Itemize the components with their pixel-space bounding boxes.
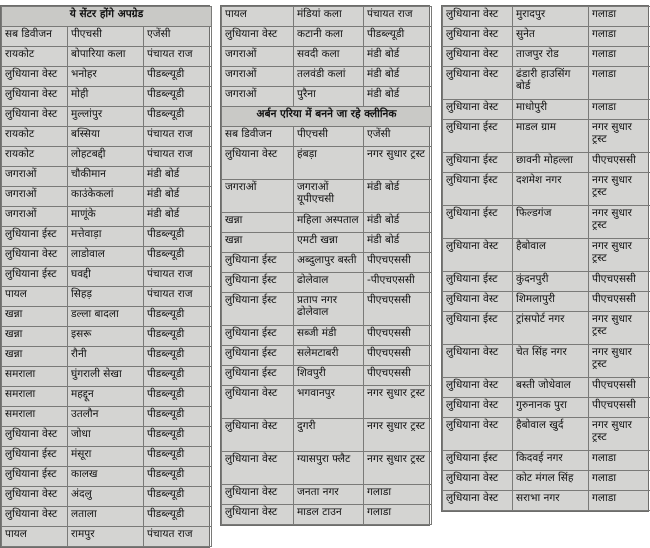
sub-division-cell: लुधियाना वेस्ट (2, 67, 68, 87)
agency-cell: गलाडा (589, 451, 650, 471)
table-row (2, 267, 212, 287)
agency-cell: नगर सुधार ट्रस्ट (589, 345, 650, 378)
agency-cell: पीडब्ल्यूडी (144, 87, 212, 107)
sub-division-cell: लुधियाना वेस्ट (222, 485, 294, 505)
table-row (222, 180, 432, 213)
phc-cell: लाडोवाल (68, 247, 144, 267)
sub-division-cell: लुधियाना ईस्ट (443, 153, 513, 173)
sub-division-cell: लुधियाना ईस्ट (222, 326, 294, 346)
sub-division-cell: लुधियाना वेस्ट (443, 292, 513, 312)
agency-cell: गलाडा (589, 47, 650, 67)
table-row (222, 213, 432, 233)
phc-cell: बस्ती जोधेवाल (513, 378, 589, 398)
phc-cell: एमटी खन्ना (294, 233, 364, 253)
table-row (443, 173, 650, 206)
sub-division-cell: समराला (2, 387, 68, 407)
phc-cell: कटानी कला (294, 27, 364, 47)
sub-division-cell: लुधियाना ईस्ट (222, 253, 294, 273)
section-heading-row (222, 107, 432, 127)
sub-division-cell: जगराओं (222, 47, 294, 67)
phc-cell: लोहटबद्दी (68, 147, 144, 167)
table-row (2, 167, 212, 187)
table-row (222, 386, 432, 419)
sub-division-cell: लुधियाना ईस्ट (222, 293, 294, 326)
phc-cell: ताजपुर रोड (513, 47, 589, 67)
table-row (2, 367, 212, 387)
sub-division-cell: रायकोट (2, 127, 68, 147)
agency-cell: पीएचएससी (364, 293, 432, 326)
agency-cell: मंडी बोर्ड (364, 47, 432, 67)
agency-cell: एजेंसी (144, 27, 212, 47)
sub-division-cell: पायल (222, 7, 294, 27)
table-heading: ये सेंटर होंगे अपग्रेड (2, 7, 212, 27)
table-row (2, 107, 212, 127)
agency-cell: गलाडा (589, 491, 650, 511)
agency-cell: पीडब्ल्यूडी (364, 27, 432, 47)
phc-cell: जोधा (68, 427, 144, 447)
agency-cell: पंचायत राज (144, 47, 212, 67)
table-row (222, 452, 432, 485)
table-row (443, 272, 650, 292)
table-column-1 (0, 5, 210, 548)
sub-division-cell: लुधियाना ईस्ट (443, 451, 513, 471)
sub-division-cell: लुधियाना वेस्ट (443, 491, 513, 511)
table-row (222, 233, 432, 253)
phc-cell: माणूंके (68, 207, 144, 227)
phc-cell: दुगरी (294, 419, 364, 452)
table-row (222, 87, 432, 107)
phc-cell: हंबड़ा (294, 147, 364, 180)
table-row (2, 507, 212, 527)
phc-cell: ढोलेवाल (294, 273, 364, 293)
agency-cell: पंचायत राज (364, 7, 432, 27)
agency-cell: पीडब्ल्यूडी (144, 467, 212, 487)
phc-cell: सब्जी मंडी (294, 326, 364, 346)
agency-cell: -पीएचएससी (364, 273, 432, 293)
sub-division-cell: लुधियाना ईस्ट (2, 267, 68, 287)
sub-division-cell: लुधियाना वेस्ट (222, 386, 294, 419)
agency-cell: नगर सुधार ट्रस्ट (589, 239, 650, 272)
sub-division-cell: लुधियाना ईस्ट (443, 272, 513, 292)
agency-cell: गलाडा (589, 67, 650, 100)
table-row (222, 293, 432, 326)
phc-cell: ढंडारी हाउसिंग बोर्ड (513, 67, 589, 100)
urban-clinics-table-continued (442, 6, 650, 511)
phc-cell: सुनेत (513, 27, 589, 47)
phc-cell: माडल ग्राम (513, 120, 589, 153)
agency-cell: गलाडा (364, 505, 432, 525)
phc-cell: पीएचसी (68, 27, 144, 47)
phc-cell: मत्तेवाड़ा (68, 227, 144, 247)
agency-cell: नगर सुधार ट्रस्ट (364, 419, 432, 452)
sub-division-cell: लुधियाना ईस्ट (222, 346, 294, 366)
agency-cell: नगर सुधार ट्रस्ट (589, 173, 650, 206)
phc-cell: तलवंडी कलां (294, 67, 364, 87)
phc-cell: मुल्लांपुर (68, 107, 144, 127)
sub-division-cell: लुधियाना वेस्ट (443, 378, 513, 398)
phc-cell: बस्सिया (68, 127, 144, 147)
phc-cell: सलेमटाबरी (294, 346, 364, 366)
sub-division-cell: लुधियाना वेस्ट (222, 419, 294, 452)
phc-cell: किदवई नगर (513, 451, 589, 471)
table-row (222, 366, 432, 386)
sub-division-cell: पायल (2, 527, 68, 547)
phc-cell: जगराओं यूपीएचसी (294, 180, 364, 213)
phc-cell: मंसूरा (68, 447, 144, 467)
phc-cell: पीएचसी (294, 127, 364, 147)
sub-division-cell: सब डिवीजन (222, 127, 294, 147)
table-row (443, 47, 650, 67)
table-row (443, 471, 650, 491)
sub-division-cell: खन्ना (2, 327, 68, 347)
agency-cell: मंडी बोर्ड (144, 187, 212, 207)
sub-division-cell: लुधियाना वेस्ट (2, 427, 68, 447)
phc-cell: इसरू (68, 327, 144, 347)
agency-cell: पीडब्ल्यूडी (144, 507, 212, 527)
table-row (443, 345, 650, 378)
phc-cell: कोट मंगल सिंह (513, 471, 589, 491)
table-row (2, 27, 212, 47)
urban-clinics-table (221, 6, 432, 525)
sub-division-cell: लुधियाना वेस्ट (2, 507, 68, 527)
agency-cell: गलाडा (589, 471, 650, 491)
phc-cell: कुंदनपुरी (513, 272, 589, 292)
phc-cell: माधोपुरी (513, 100, 589, 120)
table-row (222, 67, 432, 87)
agency-cell: पीडब्ल्यूडी (144, 487, 212, 507)
agency-cell: नगर सुधार ट्रस्ट (364, 452, 432, 485)
agency-cell: नगर सुधार ट्रस्ट (364, 147, 432, 180)
sub-division-cell: पायल (2, 287, 68, 307)
phc-cell: भगवानपुर (294, 386, 364, 419)
table-row (443, 7, 650, 27)
sub-division-cell: लुधियाना ईस्ट (443, 173, 513, 206)
phc-cell: ट्रांसपोर्ट नगर (513, 312, 589, 345)
phc-cell: शिवपुरी (294, 366, 364, 386)
upgrade-centers-table (1, 6, 212, 547)
agency-cell: पीएचएससी (364, 253, 432, 273)
agency-cell: मंडी बोर्ड (144, 167, 212, 187)
table-row (222, 127, 432, 147)
table-row (222, 253, 432, 273)
agency-cell: पीडब्ल्यूडी (144, 407, 212, 427)
sub-division-cell: लुधियाना ईस्ट (222, 366, 294, 386)
sub-division-cell: लुधियाना वेस्ट (443, 100, 513, 120)
sub-division-cell: लुधियाना वेस्ट (222, 452, 294, 485)
sub-division-cell: लुधियाना वेस्ट (443, 471, 513, 491)
table-row (443, 239, 650, 272)
agency-cell: पंचायत राज (144, 287, 212, 307)
table-row (2, 287, 212, 307)
table-row (2, 327, 212, 347)
phc-cell: मोही (68, 87, 144, 107)
phc-cell: भनोहर (68, 67, 144, 87)
phc-cell: चौकीमान (68, 167, 144, 187)
agency-cell: पीडब्ल्यूडी (144, 447, 212, 467)
phc-cell: उतलौन (68, 407, 144, 427)
phc-cell: छावनी मोहल्ला (513, 153, 589, 173)
agency-cell: गलाडा (364, 485, 432, 505)
table-row (443, 312, 650, 345)
table-row (2, 127, 212, 147)
agency-cell: पंचायत राज (144, 127, 212, 147)
phc-cell: घुंगराली सेखा (68, 367, 144, 387)
agency-cell: पीडब्ल्यूडी (144, 67, 212, 87)
table-row (443, 292, 650, 312)
agency-cell: पीएचएससी (589, 272, 650, 292)
table-row (222, 47, 432, 67)
sub-division-cell: जगराओं (222, 87, 294, 107)
table-row (2, 47, 212, 67)
sub-division-cell: लुधियाना ईस्ट (2, 447, 68, 467)
sub-division-cell: लुधियाना ईस्ट (443, 120, 513, 153)
phc-cell: डल्ला बादला (68, 307, 144, 327)
phc-cell: गुरुनानक पुरा (513, 398, 589, 418)
section-heading: अर्बन एरिया में बनने जा रहे क्लीनिक (222, 107, 432, 127)
phc-cell: घवद्दी (68, 267, 144, 287)
table-row (222, 346, 432, 366)
sub-division-cell: लुधियाना वेस्ट (443, 239, 513, 272)
table-row (2, 447, 212, 467)
sub-division-cell: लुधियाना वेस्ट (443, 398, 513, 418)
table-row (2, 527, 212, 547)
agency-cell: पीएचएससी (364, 326, 432, 346)
agency-cell: मंडी बोर्ड (364, 180, 432, 213)
table-row (222, 147, 432, 180)
agency-cell: पीडब्ल्यूडी (144, 307, 212, 327)
table-row (222, 273, 432, 293)
sub-division-cell: लुधियाना ईस्ट (443, 312, 513, 345)
sub-division-cell: जगराओं (2, 207, 68, 227)
phc-cell: जनता नगर (294, 485, 364, 505)
phc-cell: महद्दून (68, 387, 144, 407)
sub-division-cell: लुधियाना वेस्ट (443, 418, 513, 451)
phc-cell: बोपारिया कला (68, 47, 144, 67)
agency-cell: गलाडा (589, 100, 650, 120)
sub-division-cell: लुधियाना वेस्ट (222, 27, 294, 47)
sub-division-cell: लुधियाना वेस्ट (443, 7, 513, 27)
table-row (2, 147, 212, 167)
agency-cell: पंचायत राज (144, 147, 212, 167)
agency-cell: मंडी बोर्ड (364, 233, 432, 253)
agency-cell: मंडी बोर्ड (364, 67, 432, 87)
agency-cell: गलाडा (589, 7, 650, 27)
table-row (443, 206, 650, 239)
table-row (443, 153, 650, 173)
sub-division-cell: खन्ना (2, 307, 68, 327)
agency-cell: पीडब्ल्यूडी (144, 367, 212, 387)
table-heading-row (2, 7, 212, 27)
phc-cell: चेत सिंह नगर (513, 345, 589, 378)
agency-cell: मंडी बोर्ड (144, 207, 212, 227)
agency-cell: पंचायत राज (144, 267, 212, 287)
agency-cell: पीडब्ल्यूडी (144, 227, 212, 247)
table-row (443, 418, 650, 451)
agency-cell: पीडब्ल्यूडी (144, 327, 212, 347)
sub-division-cell: सब डिवीजन (2, 27, 68, 47)
sub-division-cell: खन्ना (2, 347, 68, 367)
table-row (2, 247, 212, 267)
phc-cell: कालख (68, 467, 144, 487)
agency-cell: पीएचएससी (589, 292, 650, 312)
phc-cell: काउंकेकलां (68, 187, 144, 207)
agency-cell: एजेंसी (364, 127, 432, 147)
sub-division-cell: रायकोट (2, 147, 68, 167)
phc-cell: सराभा नगर (513, 491, 589, 511)
phc-cell: प्रताप नगर ढोलेवाल (294, 293, 364, 326)
phc-cell: मंडियां कला (294, 7, 364, 27)
sub-division-cell: लुधियाना वेस्ट (2, 487, 68, 507)
sub-division-cell: समराला (2, 407, 68, 427)
sub-division-cell: लुधियाना वेस्ट (443, 27, 513, 47)
phc-cell: शिमलापुरी (513, 292, 589, 312)
sub-division-cell: समराला (2, 367, 68, 387)
table-row (2, 227, 212, 247)
table-row (2, 187, 212, 207)
agency-cell: नगर सुधार ट्रस्ट (589, 312, 650, 345)
phc-cell: अंदलु (68, 487, 144, 507)
table-row (2, 67, 212, 87)
table-row (2, 347, 212, 367)
sub-division-cell: लुधियाना वेस्ट (2, 87, 68, 107)
table-row (443, 67, 650, 100)
table-row (222, 485, 432, 505)
table-row (222, 326, 432, 346)
sub-division-cell: जगराओं (2, 167, 68, 187)
table-row (443, 398, 650, 418)
phc-cell: रामपुर (68, 527, 144, 547)
table-row (2, 427, 212, 447)
table-row (2, 487, 212, 507)
table-row (443, 100, 650, 120)
table-row (222, 7, 432, 27)
agency-cell: नगर सुधार ट्रस्ट (589, 418, 650, 451)
agency-cell: गलाडा (589, 27, 650, 47)
phc-cell: लताला (68, 507, 144, 527)
agency-cell: नगर सुधार ट्रस्ट (589, 206, 650, 239)
table-row (2, 207, 212, 227)
sub-division-cell: खन्ना (222, 233, 294, 253)
sub-division-cell: लुधियाना वेस्ट (443, 47, 513, 67)
agency-cell: मंडी बोर्ड (364, 87, 432, 107)
phc-cell: हैबोवाल (513, 239, 589, 272)
table-row (2, 87, 212, 107)
table-column-2 (220, 5, 430, 526)
phc-cell: हैबोवाल खुर्द (513, 418, 589, 451)
sub-division-cell: लुधियाना ईस्ट (2, 227, 68, 247)
sub-division-cell: लुधियाना वेस्ट (2, 247, 68, 267)
sub-division-cell: लुधियाना ईस्ट (222, 273, 294, 293)
sub-division-cell: जगराओं (222, 67, 294, 87)
phc-cell: अब्दुलापुर बस्ती (294, 253, 364, 273)
sub-division-cell: लुधियाना ईस्ट (443, 206, 513, 239)
agency-cell: मंडी बोर्ड (364, 213, 432, 233)
table-row (222, 419, 432, 452)
phc-cell: सिहड़ (68, 287, 144, 307)
sub-division-cell: लुधियाना ईस्ट (2, 467, 68, 487)
table-row (222, 27, 432, 47)
agency-cell: नगर सुधार ट्रस्ट (364, 386, 432, 419)
table-row (443, 451, 650, 471)
table-row (2, 407, 212, 427)
table-row (2, 387, 212, 407)
agency-cell: पंचायत राज (144, 527, 212, 547)
table-row (443, 120, 650, 153)
table-row (2, 467, 212, 487)
table-row (443, 491, 650, 511)
phc-cell: ग्यासपुरा फ्लैट (294, 452, 364, 485)
table-row (443, 27, 650, 47)
agency-cell: पीएचएससी (364, 346, 432, 366)
table-row (2, 307, 212, 327)
phc-cell: माडल टाउन (294, 505, 364, 525)
phc-cell: महिला अस्पताल (294, 213, 364, 233)
sub-division-cell: लुधियाना वेस्ट (443, 345, 513, 378)
sub-division-cell: खन्ना (222, 213, 294, 233)
agency-cell: नगर सुधार ट्रस्ट (589, 120, 650, 153)
table-row (443, 378, 650, 398)
phc-cell: फिल्डगंज (513, 206, 589, 239)
agency-cell: पीडब्ल्यूडी (144, 247, 212, 267)
sub-division-cell: रायकोट (2, 47, 68, 67)
phc-cell: दशमेश नगर (513, 173, 589, 206)
agency-cell: पीएचएससी (589, 398, 650, 418)
agency-cell: पीएचएससी (589, 378, 650, 398)
sub-division-cell: लुधियाना वेस्ट (443, 67, 513, 100)
table-column-3 (441, 5, 649, 512)
phc-cell: रौनी (68, 347, 144, 367)
table-row (222, 505, 432, 525)
agency-cell: पीडब्ल्यूडी (144, 427, 212, 447)
sub-division-cell: लुधियाना वेस्ट (2, 107, 68, 127)
phc-cell: पुरैना (294, 87, 364, 107)
agency-cell: पीडब्ल्यूडी (144, 347, 212, 367)
agency-cell: पीडब्ल्यूडी (144, 107, 212, 127)
agency-cell: पीएचएससी (364, 366, 432, 386)
phc-cell: सवदी कला (294, 47, 364, 67)
sub-division-cell: जगराओं (222, 180, 294, 213)
phc-cell: मुरादपुर (513, 7, 589, 27)
sub-division-cell: लुधियाना वेस्ट (222, 147, 294, 180)
sub-division-cell: जगराओं (2, 187, 68, 207)
agency-cell: पीडब्ल्यूडी (144, 387, 212, 407)
agency-cell: पीएचएससी (589, 153, 650, 173)
sub-division-cell: लुधियाना वेस्ट (222, 505, 294, 525)
